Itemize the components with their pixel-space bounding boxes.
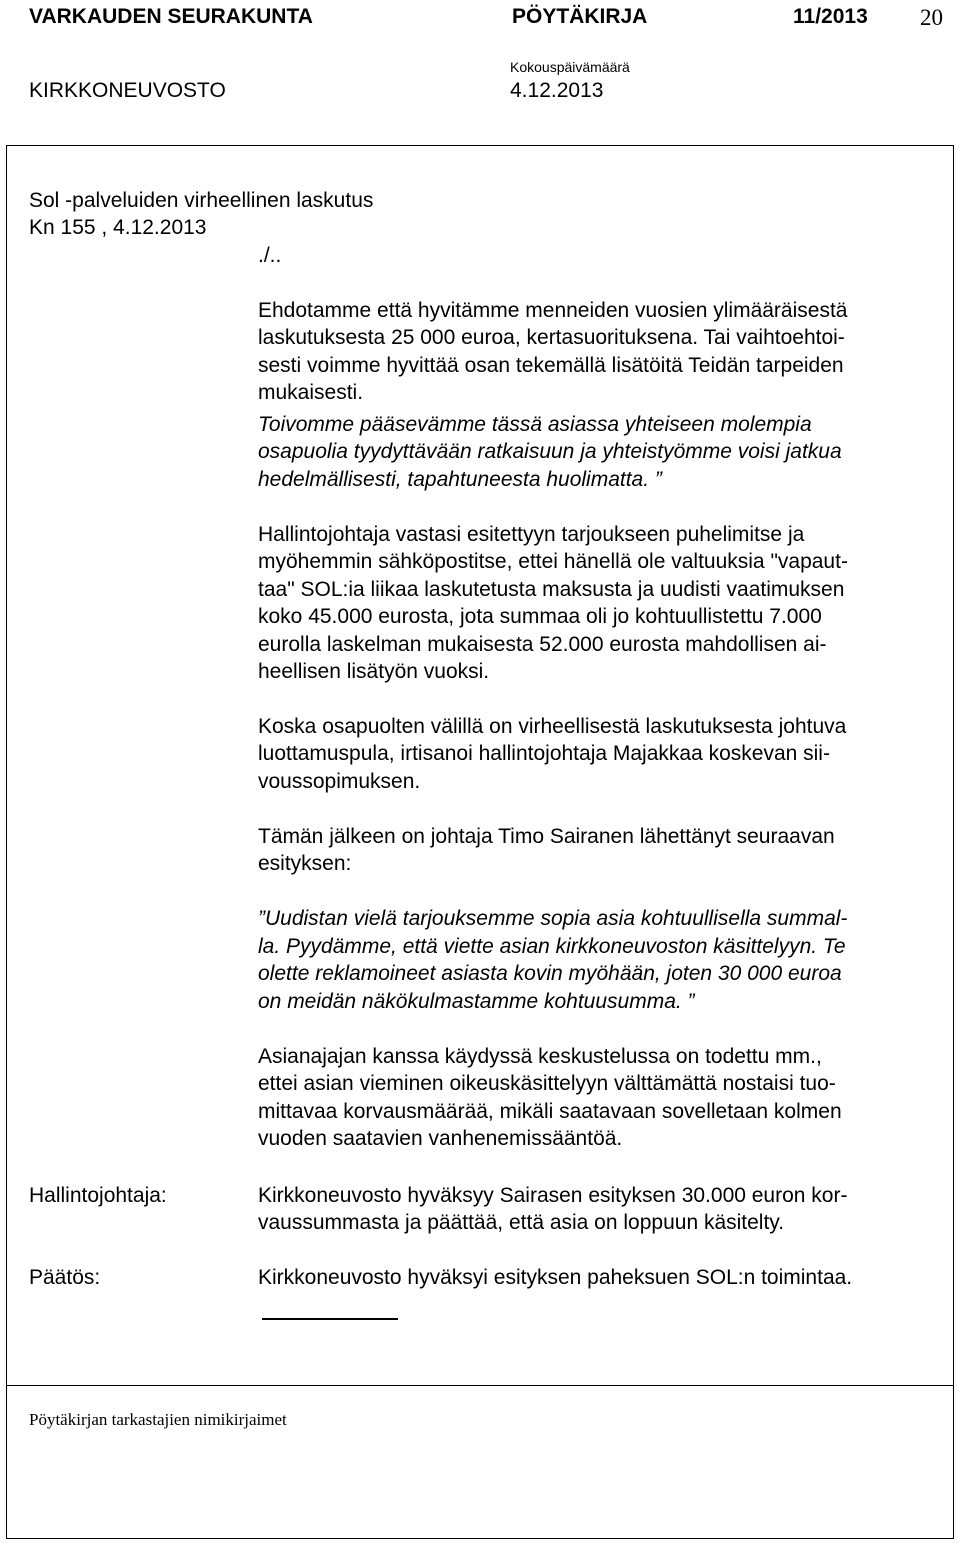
continuation-mark: ./.. xyxy=(258,244,282,267)
proposal-line: vaussummasta ja päättää, että asia on loppuun käsitelty. xyxy=(258,1211,785,1234)
body-name: KIRKKONEUVOSTO xyxy=(29,79,226,102)
quote1-line: Toivomme pääsevämme tässä asiassa yhteiseen molempia xyxy=(258,413,812,436)
paragraph-line: Tämän jälkeen on johtaja Timo Sairanen lähettänyt seuraavan xyxy=(258,825,835,848)
paragraph-line: heellisen lisätyön vuoksi. xyxy=(258,660,490,683)
quote2-line: la. Pyydämme, että viette asian kirkkoneuvoston käsittelyyn. Te xyxy=(258,935,846,958)
quote1-line: laskutuksesta 25 000 euroa, kertasuorituksena. Tai vaihtoehtoi- xyxy=(258,326,845,349)
paragraph-line: eurolla laskelman mukaisesta 52.000 eurosta mahdollisen ai- xyxy=(258,633,827,656)
footer-divider xyxy=(6,1385,954,1386)
quote1-line: sesti voimme hyvittää osan tekemällä lisätöitä Teidän tarpeiden xyxy=(258,354,844,377)
paragraph-line: Asianajajan kanssa käydyssä keskustelussa on todettu mm., xyxy=(258,1045,822,1068)
paragraph-line: vuoden saatavien vanhenemissääntöä. xyxy=(258,1127,623,1150)
page-number: 20 xyxy=(920,5,943,30)
paragraph-line: taa" SOL:ia liikaa laskutetusta maksusta ja uudisti vaatimuksen xyxy=(258,578,845,601)
section-title: Sol -palveluiden virheellinen laskutus xyxy=(29,189,374,212)
paragraph-line: myöhemmin sähköpostitse, ettei hänellä ole valtuuksia "vapaut- xyxy=(258,550,848,573)
decision-label: Päätös: xyxy=(29,1266,101,1289)
quote1-line: mukaisesti. xyxy=(258,381,364,404)
decision-text: Kirkkoneuvosto hyväksyi esityksen paheksuen SOL:n toimintaa. xyxy=(258,1266,853,1289)
paragraph-line: koko 45.000 eurosta, jota summaa oli jo kohtuullistettu 7.000 xyxy=(258,605,822,628)
quote1-line: Ehdotamme että hyvitämme menneiden vuosien ylimääräisestä xyxy=(258,299,848,322)
quote1-line: hedelmällisesti, tapahtuneesta huolimatta. ” xyxy=(258,468,662,491)
proposal-line: Kirkkoneuvosto hyväksyy Sairasen esityksen 30.000 euron kor- xyxy=(258,1184,848,1207)
paragraph-line: luottamuspula, irtisanoi hallintojohtaja Majakkaa koskevan sii- xyxy=(258,742,830,765)
paragraph-line: mittavaa korvausmäärää, mikäli saatavaan sovelletaan kolmen xyxy=(258,1100,842,1123)
paragraph-line: Koska osapuolten välillä on virheellisestä laskutuksesta johtuva xyxy=(258,715,847,738)
paragraph-line: ettei asian vieminen oikeuskäsittelyyn välttämättä nostaisi tuo- xyxy=(258,1072,836,1095)
quote2-line: olette reklamoineet asiasta kovin myöhään, joten 30 000 euroa xyxy=(258,962,842,985)
section-reference: Kn 155 , 4.12.2013 xyxy=(29,216,207,239)
meeting-date: 4.12.2013 xyxy=(510,79,604,102)
proposal-label: Hallintojohtaja: xyxy=(29,1184,167,1207)
document-number: 11/2013 xyxy=(793,5,868,28)
quote2-line: ”Uudistan vielä tarjouksemme sopia asia kohtuullisella summal- xyxy=(258,907,848,930)
signature-label: Pöytäkirjan tarkastajien nimikirjaimet xyxy=(29,1410,287,1429)
quote2-line: on meidän näkökulmastamme kohtuusumma. ” xyxy=(258,990,695,1013)
paragraph-line: voussopimuksen. xyxy=(258,770,421,793)
end-line xyxy=(262,1318,398,1320)
paragraph-line: esityksen: xyxy=(258,852,352,875)
paragraph-line: Hallintojohtaja vastasi esitettyyn tarjoukseen puhelimitse ja xyxy=(258,523,805,546)
organization-name: VARKAUDEN SEURAKUNTA xyxy=(29,5,313,28)
document-type: PÖYTÄKIRJA xyxy=(512,5,648,28)
meeting-date-label: Kokouspäivämäärä xyxy=(510,59,630,75)
quote1-line: osapuolia tyydyttävään ratkaisuun ja yhteistyömme voisi jatkua xyxy=(258,440,842,463)
